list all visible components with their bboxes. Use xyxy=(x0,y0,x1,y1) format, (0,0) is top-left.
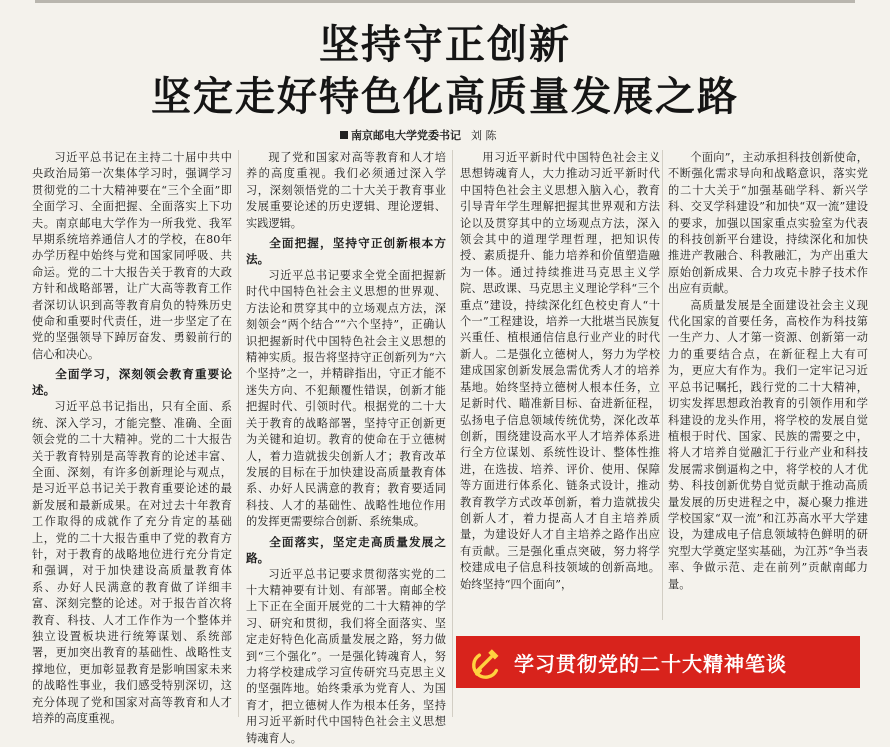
banner-text: 学习贯彻党的二十大精神笔谈 xyxy=(514,651,787,676)
paragraph: 习近平总书记在主持二十届中共中央政治局第一次集体学习时，强调学习贯彻党的二十大精神要在“三个全面”即全面学习、全面把握、全面落实上下功夫。南京邮电大学作为一所我党、我军早期系统培养通信人才的学校，在80年办学历程中始终与党和国家同呼吸、共命运。党的二十大报告关于教育的大政方针和战略部署，让广大高等教育工作者深切认识到高等教育肩负的特殊历史使命和重要时代责任，进一步坚定了在党的坚强领导下踔厉奋发、勇毅前行的信心和决心。 xyxy=(32,151,232,361)
section-heading: 全面学习，深刻领会教育重要论述。 xyxy=(32,367,232,398)
section-heading: 全面落实，坚定走高质量发展之路。 xyxy=(246,534,446,565)
paragraph: 用习近平新时代中国特色社会主义思想铸魂育人，大力推动习近平新时代中国特色社会主义思想入脑入心，教育引导青年学生理解把握其世界观和方法论以及贯穿其中的立场观点方法，深入领会其中的道理学理哲理，把知识传授、素质提升、能力培养和价值塑造融为一体。通过持续推进马克思主义学院、思政课、马克思主义理论学科“三个重点”建设，持续深化红色校史育人“十个一”工程建设，培养一大批堪当民族复兴重任、植根通信信息行业产业的时代新人。二是强化立德树人，努力为学校建成国家创新发展急需优秀人才的培养基地。始终坚持立德树人根本任务，立足新时代、瞄准新目标、奋进新征程，弘扬电子信息领域传统优势，深化改革创新，围绕建设高水平人才培养体系进行全方位谋划、系统性设计、整体性推进，在选拔、培养、评价、使用、保障等方面进行体系化、链条式设计，推动教育教学方式改革创新，着力造就拔尖创新人才，着力提高人才自主培养质量，为建设好人才自主培养之路作出应有贡献。三是强化重点突破，努力将学校建成电子信息科技领域的创新高地。始终坚持“四个面向”， xyxy=(460,151,660,591)
column-divider xyxy=(452,150,453,717)
section-heading: 全面把握，坚持守正创新根本方法。 xyxy=(246,236,446,267)
byline xyxy=(340,127,640,143)
headline-line-1: 坚持守正创新 xyxy=(319,22,571,68)
paragraph: 个面向”，主动承担科技创新使命，不断强化需求导向和战略意识，落实党的二十大关于“加强基础学科、新兴学科、交叉学科建设”和加快“双一流”建设的要求，加强以国家重点实验室为代表的科技创新平台建设，持续深化和加快推进产教融合、科教融汇，为产出重大原始创新成果、合力攻克卡脖子技术作出应有贡献。 xyxy=(668,151,868,296)
paragraph: 习近平总书记指出，只有全面、系统、深入学习，才能完整、准确、全面领会党的二十大精神。党的二十大报告关于教育特别是高等教育的论述丰富、全面、深刻，有许多创新理论与观点，是习近平总书记关于教育重要论述的最新发展和最新成果。在对过去十年教育工作取得的成就作了充分肯定的基础上，党的二十大报告重申了党的教育方针，对于教育的战略地位进行充分肯定和强调，对于加快建设高质量教育体系、办好人民满意的教育做了详细丰富、深刻完整的论述。对于报告首次将教育、科技、人才工作作为一个整体并独立设置板块进行统筹谋划、系统部署，更加突出教育的基础性、战略性支撑地位，更加彰显教育是影响国家未来的战略性事业，我们感受特别深切，这充分体现了党和国家对高等教育和人才培养的高度重视。 xyxy=(32,400,232,725)
article-column-1 xyxy=(32,150,232,725)
byline-author: 刘 陈 xyxy=(471,129,497,142)
article-column-4 xyxy=(668,150,868,620)
headline xyxy=(0,20,890,122)
paragraph: 高质量发展是全面建设社会主义现代化国家的首要任务，高校作为科技第一生产力、人才第一资源、创新第一动力的重要结合点，在新征程上大有可为，更应大有作为。我们一定牢记习近平总书记嘱托，践行党的二十大精神，切实发挥思想政治教育的引领作用和学科建设的龙头作用，将学校的发展自觉植根于时代、国家、民族的需要之中，将人才培养自觉融汇于行业产业和科技发展需求倒逼构之中，将学校的人才优势、科技创新优势自觉贡献于推动高质量发展的历史进程之中，凝心聚力推进学校国家“双一流”和江苏高水平大学建设，为建成电子信息领域特色鲜明的研究型大学奠定坚实基础，为江苏“争当表率、争做示范、走在前列”贡献南邮力量。 xyxy=(668,298,868,591)
paragraph: 习近平总书记要求贯彻落实党的二十大精神要有计划、有部署。南邮全校上下正在全面开展党的二十大精神的学习、研究和贯彻，我们将全面落实、坚定走好特色化高质量发展之路，努力做到“三个强化”。一是强化铸魂育人，努力将学校建成学习宣传研究马克思主义的坚强阵地。始终秉承为党育人、为国育才，把立德树人作为根本任务，坚持用习近平新时代中国特色社会主义思想铸魂育人。 xyxy=(246,567,446,745)
headline-line-2: 坚定走好特色化高质量发展之路 xyxy=(151,74,739,120)
square-bullet-icon xyxy=(340,131,348,139)
column-divider xyxy=(662,150,663,620)
top-rule xyxy=(35,0,855,3)
article-column-2 xyxy=(246,150,446,745)
article-column-3 xyxy=(460,150,660,620)
series-banner xyxy=(456,636,860,688)
paragraph: 现了党和国家对高等教育和人才培养的高度重视。我们必须通过深入学习，深刻领悟党的二十大关于教育事业发展重要论述的历史逻辑、理论逻辑、实践逻辑。 xyxy=(246,151,446,230)
byline-org: 南京邮电大学党委书记 xyxy=(351,129,461,142)
party-emblem-icon xyxy=(470,645,504,679)
column-divider xyxy=(238,150,239,717)
paragraph: 习近平总书记要求全党全面把握新时代中国特色社会主义思想的世界观、方法论和贯穿其中的立场观点方法，深刻领会“两个结合”“六个坚持”，正确认识把握新时代中国特色社会主义思想的精神实质。报告将坚持守正创新列为“六个坚持”之一，并精辟指出，守正才能不迷失方向、不犯颠覆性错误，创新才能把握时代、引领时代。根据党的二十大关于教育的战略部署，坚持守正创新更为关键和迫切。教育的使命在于立德树人，着力造就拔尖创新人才；教育改革发展的目标在于加快建设高质量教育体系、办好人民满意的教育；教育要适同科技、人才的基础性、战略性地位作用的发挥更需要综合创新、系统集成。 xyxy=(246,269,446,529)
